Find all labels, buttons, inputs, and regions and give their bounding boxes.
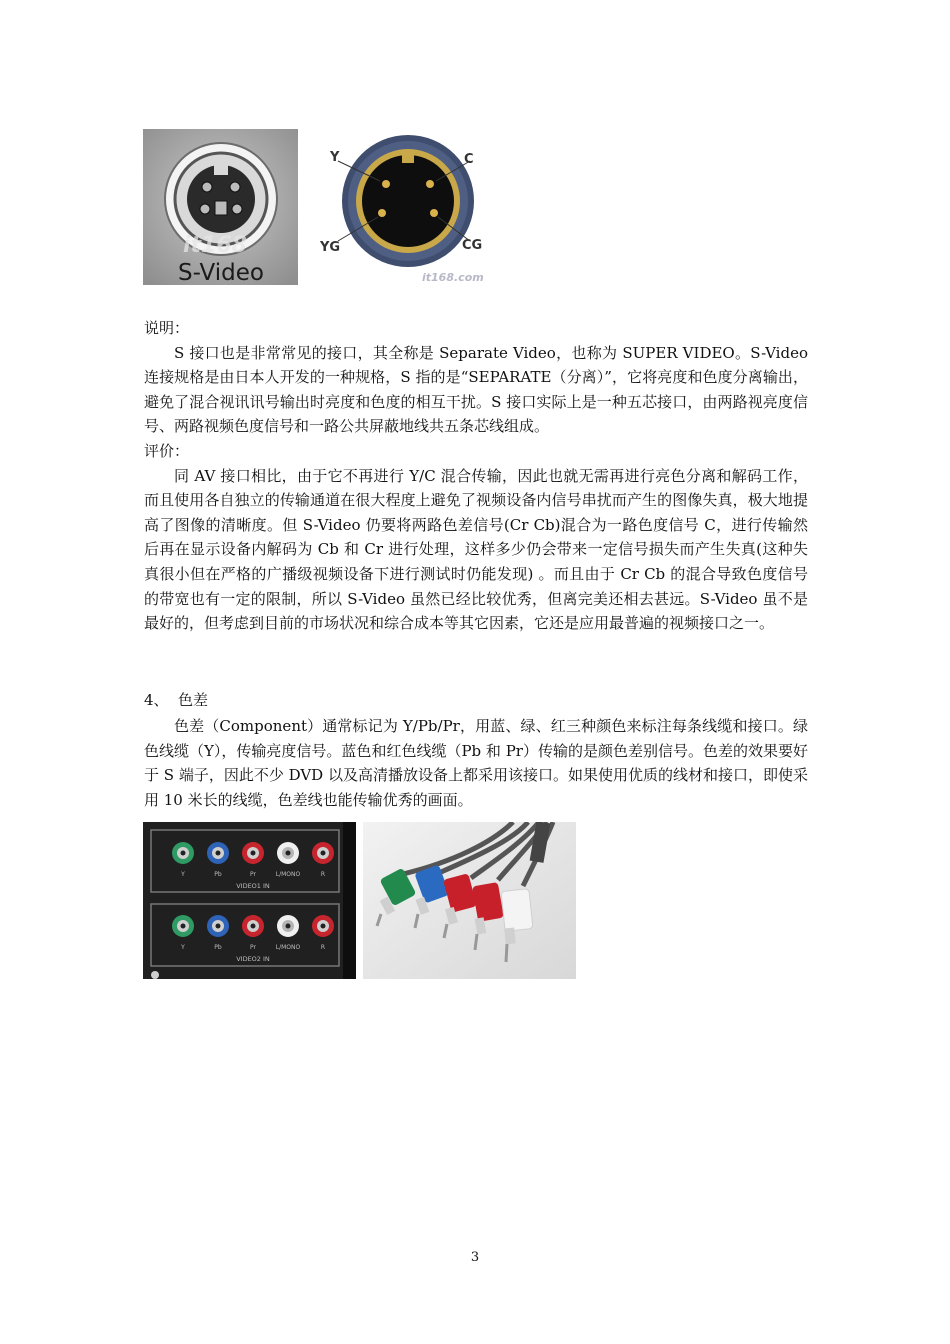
pin-c — [426, 180, 434, 188]
jack-label-y-2: Y — [181, 944, 185, 951]
pin-yg — [378, 209, 386, 217]
description-paragraph: S 接口也是非常常见的接口，其全称是 Separate Video，也称为 SUPER VIDEO。S-Video 连接规格是由日本人开发的一种规格，S 指的是“SEPARATE（分离）”，它将亮度和色度分离输出，避免了混合视讯讯号输出时亮度和色度的相互干扰。S 接口实际上是一种五芯接口，由两路视亮度信号、两路视频色度信号和一路公共屏蔽地线共五条芯线组成。 — [144, 343, 808, 436]
row2-title: VIDEO2 IN — [236, 955, 270, 963]
component-panel-illustration — [143, 822, 356, 979]
figure-component-cables — [363, 822, 576, 979]
jack-label-lmono-2: L/MONO — [275, 944, 301, 951]
svideo-port-watermark: it168 — [183, 233, 247, 258]
pin-label-y: Y — [330, 150, 340, 165]
description-label: 说明： — [144, 319, 190, 337]
figure-svideo-port — [143, 129, 298, 285]
section-title: 色差 — [178, 691, 209, 709]
section-4-heading — [144, 688, 208, 712]
jack-label-r-2: R — [320, 944, 326, 951]
jack-label-pr: Pr — [250, 871, 256, 878]
jack-label-y: Y — [181, 871, 185, 878]
pin-label-yg: YG — [320, 240, 341, 255]
figure-component-panel — [143, 822, 356, 979]
svideo-section — [144, 316, 808, 636]
jack-label-lmono: L/MONO — [275, 871, 301, 878]
component-cables-illustration — [363, 822, 576, 979]
jack-label-pr-2: Pr — [250, 944, 256, 951]
section-number: 4、 — [144, 691, 169, 709]
component-section — [144, 714, 808, 812]
row1-title: VIDEO1 IN — [236, 882, 270, 890]
evaluation-paragraph: 同 AV 接口相比，由于它不再进行 Y/C 混合传输，因此也就无需再进行亮色分离和解码工作，而且使用各自独立的传输通道在很大程度上避免了视频设备内信号串扰而产生的图像失真，极大地提高了图像的清晰度。但 S-Video 仍要将两路色差信号(Cr Cb)混合为一路色度信号 C，进行传输然后再在显示设备内解码为 Cb 和 Cr 进行处理，这样多少仍会带来一定信号损失而产生失真(这种失真很小但在严格的广播级视频设备下进行测试时仍能发现) 。而且由于 Cr Cb 的混合导致色度信号的带宽也有一定的限制，所以 S-Video 虽然已经比较优秀，但离完美还相去甚远。S-Video 虽不是最好的，但考虑到目前的市场状况和综合成本等其它因素，它还是应用最普遍的视频接口之一。 — [144, 466, 808, 633]
pin-label-cg: CG — [462, 238, 483, 253]
jack-label-pb-2: Pb — [214, 944, 222, 951]
figure-svideo-pinout — [318, 129, 496, 285]
component-paragraph: 色差（Component）通常标记为 Y/Pb/Pr，用蓝、绿、红三种颜色来标注每条线缆和接口。绿色线缆（Y），传输亮度信号。蓝色和红色线缆（Pb 和 Pr）传输的是颜色差别信号。色差的效果要好于 S 端子，因此不少 DVD 以及高清播放设备上都采用该接口。如果使用优质的线材和接口，即使采用 10 米长的线缆，色差线也能传输优秀的画面。 — [144, 717, 808, 809]
svideo-port-illustration — [143, 129, 298, 285]
pin-label-c: C — [464, 152, 474, 167]
jack-label-pb: Pb — [214, 871, 222, 878]
svideo-port-caption: S-Video — [178, 260, 264, 285]
jack-label-r: R — [320, 871, 326, 878]
page-number: 3 — [470, 1250, 480, 1265]
svideo-pinout-illustration — [318, 129, 496, 285]
pin-cg — [430, 209, 438, 217]
svideo-pinout-watermark: it168.com — [422, 271, 484, 284]
pin-y — [382, 180, 390, 188]
evaluation-label: 评价： — [144, 441, 190, 460]
